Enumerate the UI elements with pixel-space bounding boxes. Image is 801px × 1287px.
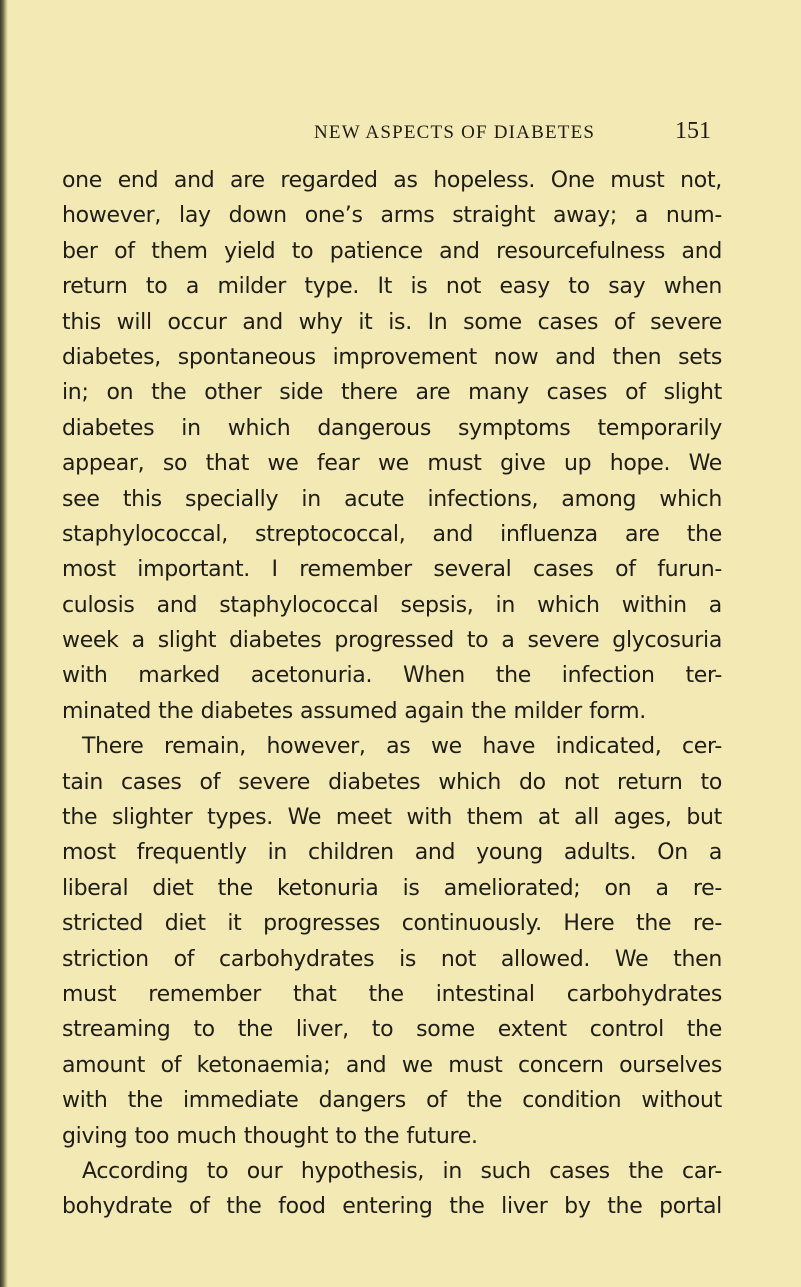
text-line: There remain, however, as we have indicated, cer- (82, 734, 722, 760)
text-line: one end and are regarded as hopeless. One must not, (62, 168, 722, 193)
text-line: must remember that the intestinal carbohydrates (62, 981, 722, 1007)
page-number: 151 (675, 118, 711, 144)
text-line: According to our hypothesis, in such cases the car- (82, 1158, 722, 1184)
text-line: return to a milder type. It is not easy to say when (62, 274, 722, 300)
text-line: liberal diet the ketonuria is ameliorated; on a re- (62, 875, 722, 901)
text-line: the slighter types. We meet with them at all ages, but (62, 805, 722, 831)
text-line: most important. I remember several cases of furun- (62, 557, 722, 583)
text-line: culosis and staphylococcal sepsis, in which within a (62, 592, 722, 618)
text-line: bohydrate of the food entering the liver by the portal (62, 1194, 722, 1220)
running-head: NEW ASPECTS OF DIABETES (314, 122, 596, 143)
text-line: stricted diet it progresses continuously. Here the re- (62, 911, 722, 937)
page-binding-edge (0, 0, 8, 1287)
text-line: tain cases of severe diabetes which do not return to (62, 769, 722, 795)
text-line: staphylococcal, streptococcal, and influenza are the (62, 521, 722, 547)
text-line: this will occur and why it is. In some cases of severe (62, 309, 722, 335)
text-line: giving too much thought to the future. (62, 1123, 478, 1149)
text-line: week a slight diabetes progressed to a severe glycosuria (62, 628, 722, 654)
text-line: in; on the other side there are many cases of slight (62, 380, 722, 406)
text-line: streaming to the liver, to some extent control the (62, 1017, 722, 1043)
text-line: however, lay down one’s arms straight away; a num- (62, 203, 722, 229)
text-line: amount of ketonaemia; and we must concern ourselves (62, 1052, 722, 1078)
text-line: diabetes, spontaneous improvement now and then sets (62, 344, 722, 370)
page-header (314, 118, 734, 154)
text-line: appear, so that we fear we must give up hope. We (62, 451, 722, 477)
text-line: with marked acetonuria. When the infection ter- (62, 663, 722, 689)
text-line: ber of them yield to patience and resourcefulness and (62, 238, 722, 264)
text-line: see this specially in acute infections, among which (62, 486, 722, 512)
body-text (62, 163, 722, 1225)
text-line: most frequently in children and young adults. On a (62, 840, 722, 866)
text-line: diabetes in which dangerous symptoms temporarily (62, 415, 722, 441)
text-line: minated the diabetes assumed again the milder form. (62, 698, 646, 724)
text-line: striction of carbohydrates is not allowed. We then (62, 946, 722, 972)
text-line: with the immediate dangers of the condition without (62, 1088, 722, 1114)
